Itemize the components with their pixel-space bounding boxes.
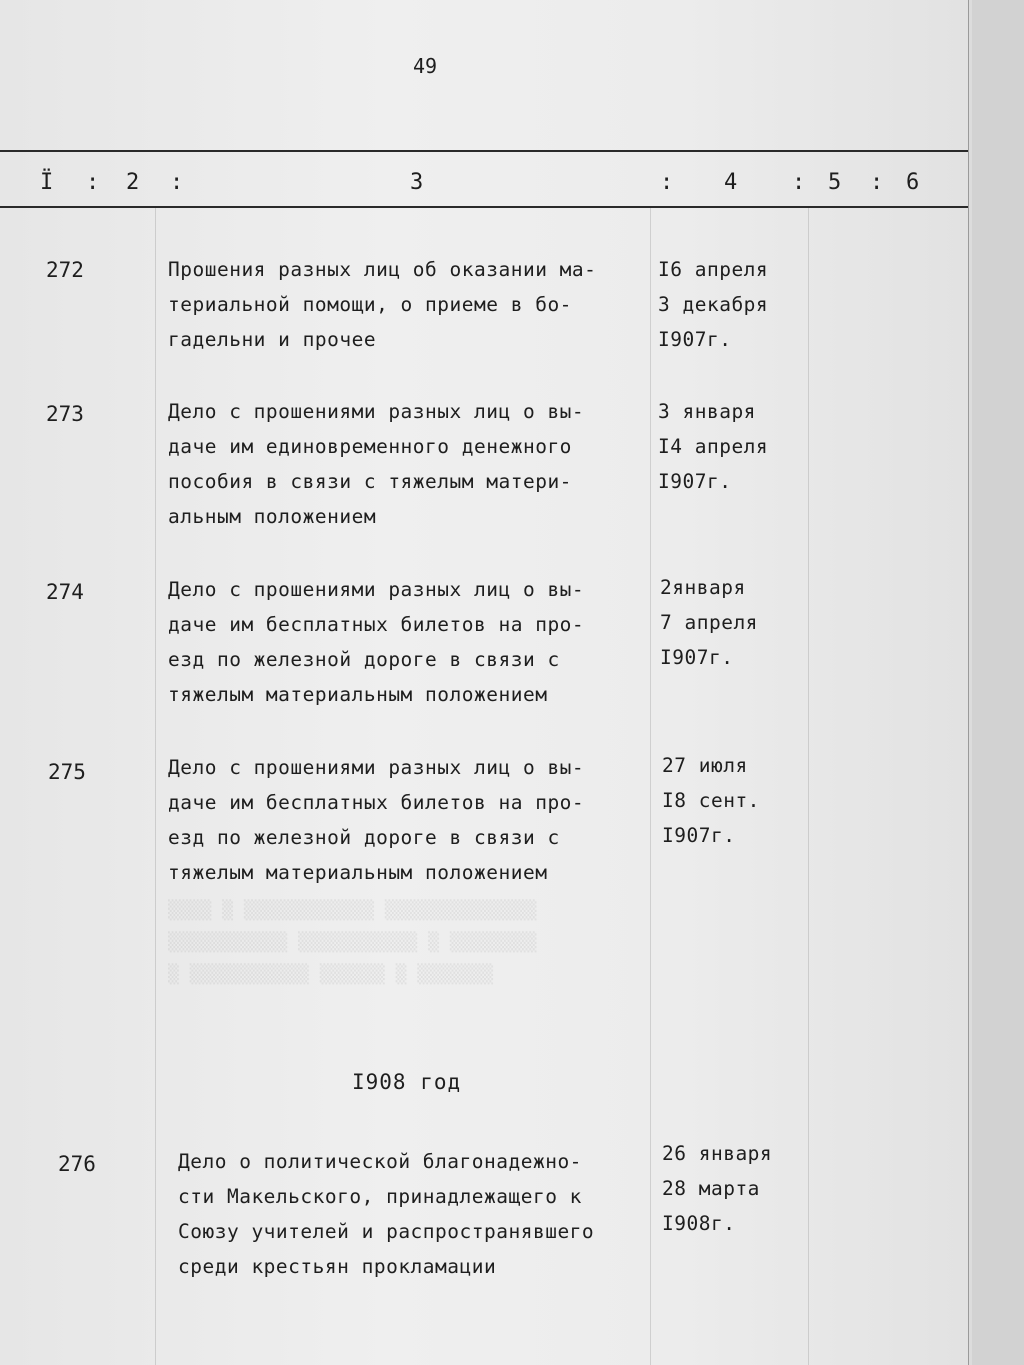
entry-dates: I6 апреля 3 декабря I907г. — [658, 258, 769, 351]
entry-dates: 26 января 28 марта I908г. — [662, 1142, 773, 1235]
entry-title: Прошения разных лиц об оказании ма- териальной помощи, о приеме в бо- гадельни и прочее — [168, 258, 597, 351]
entry-dates: 3 января I4 апреля I907г. — [658, 400, 769, 493]
entry-number: 276 — [58, 1152, 96, 1176]
column-header-6: 6 — [906, 170, 920, 195]
column-header-5: 5 — [828, 170, 842, 195]
column-separator: : — [86, 170, 100, 195]
entry-dates: 2января 7 апреля I907г. — [660, 576, 758, 669]
entry-title: Дело о политической благонадежно- сти Макельского, принадлежащего к Союзу учителей и распространявшего среди крестьян прокламации — [178, 1150, 595, 1278]
entry-dates: 27 июля I8 сент. I907г. — [662, 754, 760, 847]
page-edge — [968, 0, 969, 1365]
column-guide — [155, 208, 156, 1365]
column-guide — [808, 208, 809, 1365]
column-separator: : — [792, 170, 806, 195]
page-number: 49 — [412, 54, 438, 78]
header-rule-top — [0, 150, 968, 152]
column-header-4: 4 — [724, 170, 738, 195]
column-separator: : — [170, 170, 184, 195]
entry-title: Дело с прошениями разных лиц о вы- даче им единовременного денежного пособия в связи с тяжелым матери- альным положением — [168, 400, 585, 528]
column-guide — [650, 208, 651, 1365]
column-header-3: 3 — [410, 170, 424, 195]
column-separator: : — [870, 170, 884, 195]
year-heading: I908 год — [352, 1070, 462, 1094]
column-header-1: Ї — [40, 170, 54, 195]
entry-title: Дело с прошениями разных лиц о вы- даче им бесплатных билетов на про- езд по железной дороге в связи с тяжелым материальным положением — [168, 578, 585, 706]
entry-number: 272 — [46, 258, 84, 282]
entry-number: 274 — [46, 580, 84, 604]
column-separator: : — [660, 170, 674, 195]
entry-number: 275 — [48, 760, 86, 784]
column-header-2: 2 — [126, 170, 140, 195]
header-rule-bottom — [0, 206, 968, 208]
entry-number: 273 — [46, 402, 84, 426]
next-page-margin — [972, 0, 1024, 1365]
bleed-through-text: ▒▒▒▒ ▒ ▒▒▒▒▒▒▒▒▒▒▒▒ ▒▒▒▒▒▒▒▒▒▒▒▒▒▒ ▒▒▒▒▒▒▒▒▒▒▒ ▒▒▒▒▒▒▒▒▒▒▒ ▒ ▒▒▒▒▒▒▒▒ ▒ ▒▒▒▒▒▒▒▒▒▒▒ ▒▒▒▒▒▒ ▒ ▒▒▒▒▒▒▒ — [168, 900, 537, 985]
entry-title: Дело с прошениями разных лиц о вы- даче им бесплатных билетов на про- езд по железной дороге в связи с тяжелым материальным положением — [168, 756, 585, 884]
